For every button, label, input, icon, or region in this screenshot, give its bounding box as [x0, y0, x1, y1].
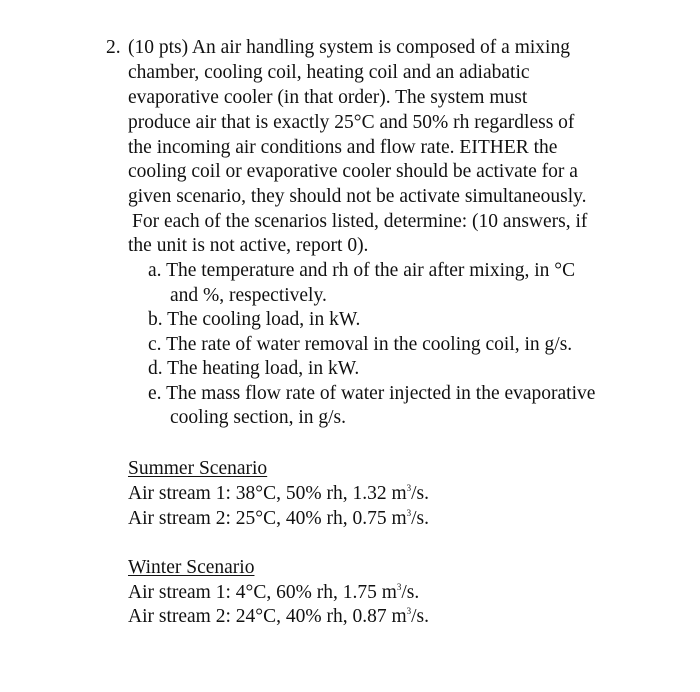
item-c — [148, 333, 572, 357]
stream-temperature: 25°C, — [235, 508, 281, 529]
flow-unit: /s. — [411, 483, 430, 504]
item-letter: b. — [148, 309, 163, 330]
summer-scenario-heading: Summer Scenario — [128, 458, 268, 479]
intro-line-8: For each of the scenarios listed, determine: (10 answers, if — [132, 211, 588, 232]
stream-humidity: 40% rh, — [285, 606, 348, 627]
item-a — [148, 259, 575, 283]
summer-air-stream-1 — [128, 482, 429, 506]
stream-humidity: 50% rh, — [285, 483, 348, 504]
intro-line-9: the unit is not active, report 0). — [128, 235, 369, 256]
intro-line-4: produce air that is exactly 25°C and 50% rh regardless of — [128, 112, 575, 133]
stream-label: Air stream 2: — [128, 508, 231, 529]
winter-air-stream-2 — [128, 605, 429, 629]
flow-value: 1.75 m — [342, 582, 397, 603]
flow-unit: /s. — [401, 582, 420, 603]
item-letter: d. — [148, 358, 163, 379]
intro-line-3: evaporative cooler (in that order). The system must — [128, 87, 528, 108]
item-d — [148, 357, 359, 381]
item-text: The cooling load, in kW. — [167, 309, 361, 330]
item-text: The temperature and rh of the air after mixing, in °C — [166, 260, 576, 281]
winter-scenario-heading: Winter Scenario — [128, 557, 255, 578]
intro-line-7: given scenario, they should not be activate simultaneously. — [128, 186, 587, 207]
item-letter: c. — [148, 334, 162, 355]
item-letter: a. — [148, 260, 162, 281]
intro-line-1: (10 pts) An air handling system is composed of a mixing — [128, 37, 570, 58]
stream-flow — [352, 483, 429, 504]
stream-flow — [352, 508, 429, 529]
stream-temperature: 24°C, — [235, 606, 281, 627]
item-text: The rate of water removal in the cooling coil, in g/s. — [166, 334, 573, 355]
item-letter: e. — [148, 383, 162, 404]
item-e-continuation: cooling section, in g/s. — [170, 407, 347, 428]
item-text: The heating load, in kW. — [167, 358, 360, 379]
question-number: 2. — [106, 37, 121, 58]
flow-exponent: 3 — [406, 606, 412, 616]
intro-line-6: cooling coil or evaporative cooler should be activate for a — [128, 161, 578, 182]
flow-value: 0.75 m — [352, 508, 407, 529]
flow-exponent: 3 — [396, 582, 402, 592]
stream-humidity: 40% rh, — [285, 508, 348, 529]
stream-flow — [352, 606, 429, 627]
stream-flow — [343, 582, 420, 603]
stream-temperature: 38°C, — [235, 483, 281, 504]
flow-exponent: 3 — [406, 483, 412, 493]
stream-label: Air stream 2: — [128, 606, 231, 627]
summer-air-stream-2 — [128, 507, 429, 531]
item-a-continuation: and %, respectively. — [170, 285, 327, 306]
stream-humidity: 60% rh, — [276, 582, 338, 603]
stream-label: Air stream 1: — [128, 483, 231, 504]
intro-line-5: the incoming air conditions and flow rate. EITHER the — [128, 137, 558, 158]
item-e — [148, 382, 595, 406]
intro-line-2: chamber, cooling coil, heating coil and an adiabatic — [128, 62, 530, 83]
item-b — [148, 308, 360, 332]
flow-unit: /s. — [411, 606, 430, 627]
flow-unit: /s. — [411, 508, 430, 529]
flow-exponent: 3 — [406, 508, 412, 518]
flow-value: 1.32 m — [352, 483, 407, 504]
flow-value: 0.87 m — [352, 606, 407, 627]
winter-air-stream-1 — [128, 581, 419, 605]
item-text: The mass flow rate of water injected in the evaporative — [166, 383, 596, 404]
stream-temperature: 4°C, — [235, 582, 272, 603]
stream-label: Air stream 1: — [128, 582, 231, 603]
